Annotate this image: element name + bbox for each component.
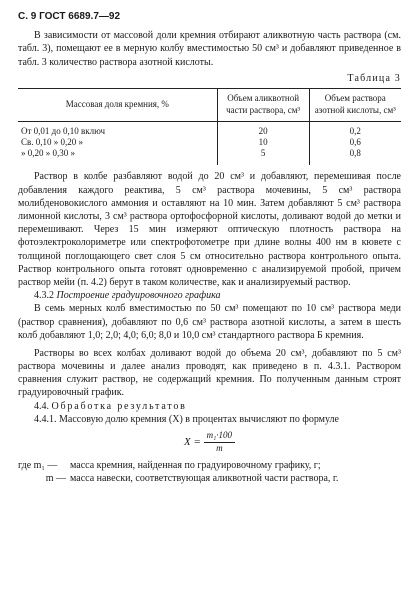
procedure-paragraph: Раствор в колбе разбавляют водой до 20 см³ и добавляют, перемешивая после добавления каждого реактива, 5 см³ раствора мочевины, 5 см³ раствора молибденовокислого аммония и оставляют на 10 мин. Затем добавляют 5 см³ раствора лимонной кислоты, 3 см³ раствора ортофосфорной кислоты, доливают водой до метки и перемешивают. Через 15 мин измеряют оптическую плотность раствора на фотоэлектроколориметре или спектрофотометре при длине волны 400 нм в кювете с толщиной поглощающего свет слоя 5 см относительно раствора контрольного опыта. Раствор контрольного опыта готовят одновременно с анализируемой пробой, причем раствор мейи (п. 4.2) берут в таком количестве, как и анализируемый раствор. [18,171,401,288]
calibration-paragraph-2: Растворы во всех колбах доливают водой до объема 20 см³, добавляют по 5 см³ раствора мочевины и далее анализ проводят, как приведено в п. 4.3.1. Раствором сравнения служит раствор, не содержащий кремния. По полученным данным строят градуировочный график. [18,347,401,399]
definition-row [18,472,401,485]
section-heading-4-3-2 [18,289,401,302]
page-header: С. 9 ГОСТ 6689.7—92 [18,11,121,22]
table-header-cell: Объем аликвотной части раствора, см³ [217,88,309,121]
table-header-cell: Массовая доля кремния, % [18,88,217,121]
intro-paragraph: В зависимости от массовой доли кремния отбирают аликвотную часть раствора (см. табл. 3), помещают ее в мерную колбу вместимостью 50 см³ и добавляют приведенное в табл. 3 количество раствора азотной кислоты. [18,30,401,68]
table-cell: От 0,01 до 0,10 включ [21,125,106,136]
table-cell: 20 [217,121,309,137]
formula-denominator: m [216,442,223,453]
table-cell: 0,2 [309,121,401,137]
definition-row [18,459,401,472]
document-page [18,10,401,485]
section-heading-4-4 [18,400,401,413]
table-cell: » 0,20 » 0,30 » [21,148,75,159]
table-3 [18,88,401,166]
calculation-paragraph: 4.4.1. Массовую долю кремния (X) в процентах вычисляют по формуле [34,413,339,425]
table-cell: 0,8 [309,148,401,165]
calibration-paragraph: В семь мерных колб вместимостью по 50 см³ помещают по 10 см³ раствора меди (раствор сравнения), добавляют по 0,6 см³ раствора азотной кислоты, а затем в шесть колб добавляют 1,0; 2,0; 4,0; 6,0; 8,0 и 10,0 см³ стандартного раствора Б кремния. [18,303,401,341]
table-header-cell: Объем раствора азотной кислоты, см³ [309,88,401,121]
table-cell: 10 [217,137,309,148]
section-number: 4.3.2 [34,290,54,302]
section-number: 4.4. [34,400,49,412]
formula-numerator: m₁·100 [204,430,235,443]
table-cell: Св. 0,10 » 0,20 » [21,136,84,147]
table-row [18,148,401,165]
section-title: Построение градуировочного графика [56,290,221,302]
definition-symbol: m — [45,472,66,484]
table-cell: 5 [217,148,309,165]
table-row [18,121,401,137]
formula-fraction [204,430,235,455]
definitions [18,459,401,485]
table-row [18,137,401,148]
section-title: Обработка результатов [51,400,187,412]
definition-text: масса навески, соответствующая аликвотной части раствора, г. [70,472,339,484]
table-caption: Таблица 3 [347,72,401,84]
definition-symbol: где m₁ — [18,459,58,471]
definition-text: масса кремния, найденная по градуировочному графику, г; [70,459,321,471]
formula [18,430,401,455]
formula-lhs: X = [183,435,201,448]
table-cell: 0,6 [309,137,401,148]
